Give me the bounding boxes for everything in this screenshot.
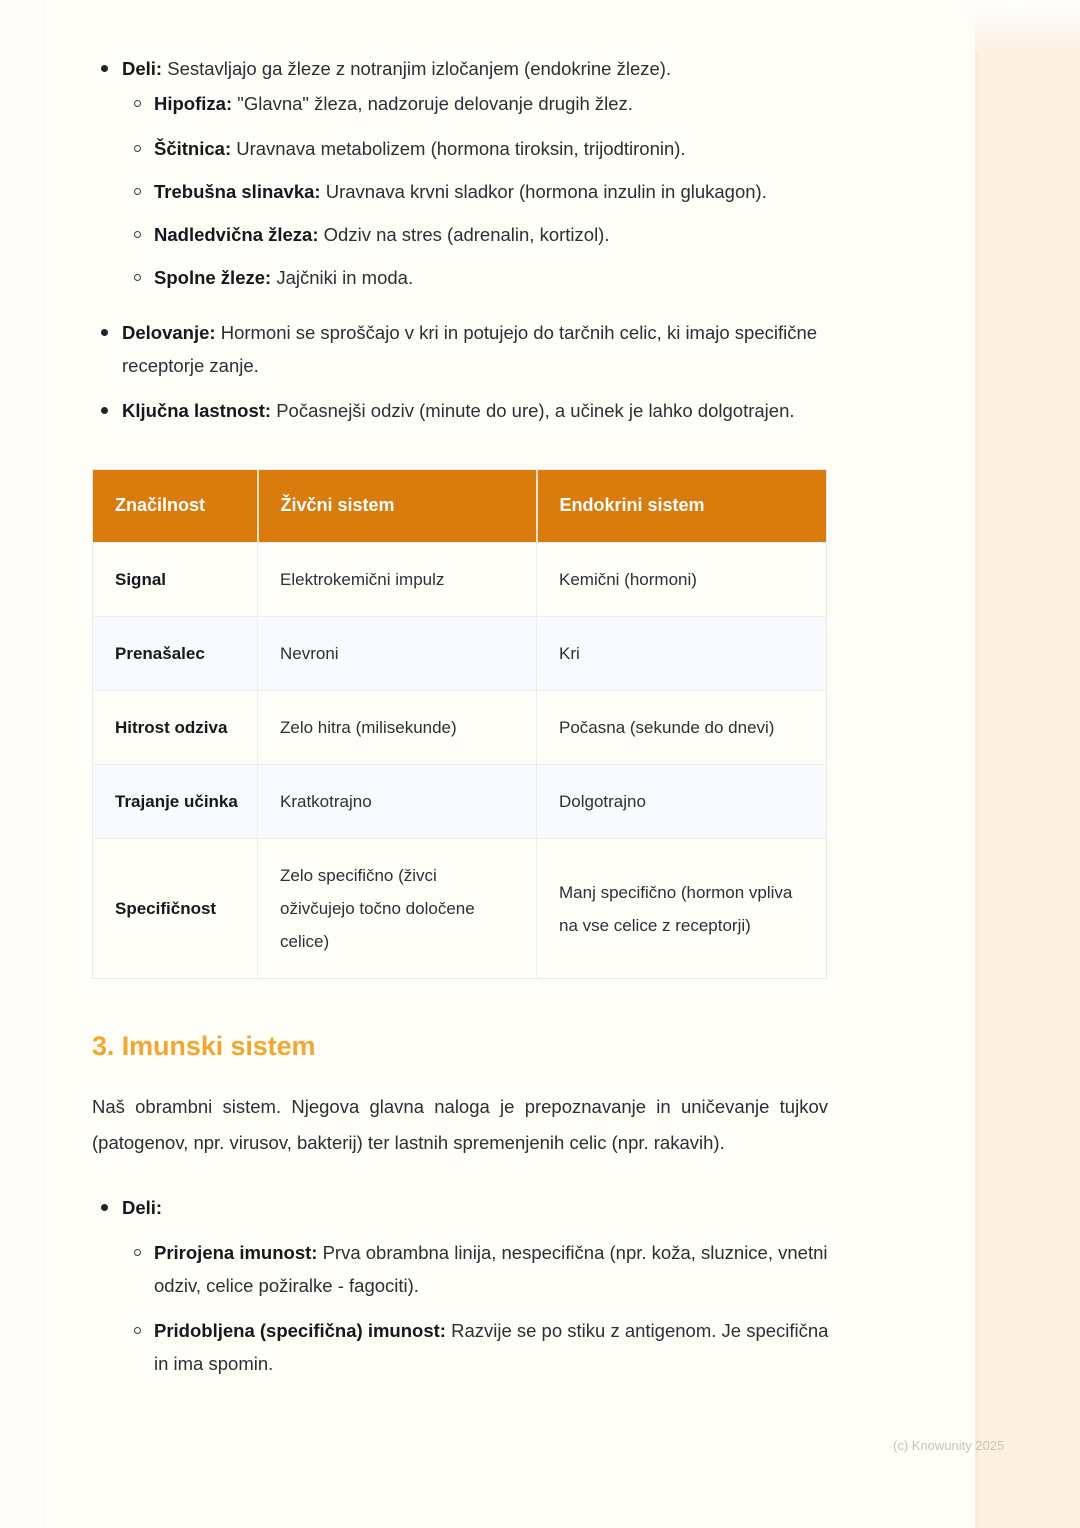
page-side-band-fade — [975, 0, 1080, 50]
list-item — [92, 132, 832, 165]
list-item-text: Uravnava metabolizem (hormona tiroksin, trijodtironin). — [231, 138, 686, 159]
list-item — [92, 175, 832, 208]
section-paragraph: Naš obrambni sistem. Njegova glavna naloga je prepoznavanje in uničevanje tujkov (patogenov, npr. virusov, bakterij) ter lastnih spremenjenih celic (npr. rakavih). — [92, 1096, 828, 1153]
cell-feature: Signal — [93, 543, 258, 617]
table-row — [93, 839, 827, 979]
bullet-ring-icon — [134, 188, 141, 195]
cell-feature: Prenašalec — [93, 617, 258, 691]
cell-endocrine: Kemični (hormoni) — [537, 543, 827, 617]
bullet-disc-icon — [101, 65, 108, 72]
bullet-disc-icon — [101, 329, 108, 336]
bullet-disc-icon — [101, 407, 108, 414]
list-item-text: Uravnava krvni sladkor (hormona inzulin in glukagon). — [320, 181, 767, 202]
list-item-lead: Trebušna slinavka: — [154, 181, 321, 202]
cell-nervous: Nevroni — [258, 617, 537, 691]
bullet-ring-icon — [134, 1249, 141, 1256]
list-item — [92, 261, 832, 294]
list-item-text: "Glavna" žleza, nadzoruje delovanje drugih žlez. — [232, 93, 633, 114]
list-item — [92, 316, 832, 382]
list-item-lead: Hipofiza: — [154, 93, 233, 114]
list-item — [92, 87, 832, 120]
cell-endocrine: Dolgotrajno — [537, 765, 827, 839]
cell-endocrine: Počasna (sekunde do dnevi) — [537, 691, 827, 765]
list-item — [92, 218, 832, 251]
cell-feature: Trajanje učinka — [93, 765, 258, 839]
cell-endocrine: Manj specifično (hormon vpliva na vse celice z receptorji) — [537, 839, 827, 979]
list-item — [92, 52, 832, 85]
cell-endocrine: Kri — [537, 617, 827, 691]
bullet-ring-icon — [134, 145, 141, 152]
cell-nervous: Kratkotrajno — [258, 765, 537, 839]
list-item — [92, 1236, 832, 1302]
column-header-feature: Značilnost — [93, 470, 258, 543]
table-body — [93, 543, 827, 979]
list-item-lead: Ščitnica: — [154, 138, 232, 159]
page-title: 3. Imunski sistem — [92, 1031, 316, 1061]
cell-nervous: Elektrokemični impulz — [258, 543, 537, 617]
page-side-band — [979, 0, 1080, 1528]
column-header-nervous: Živčni sistem — [258, 470, 537, 543]
document-content — [92, 0, 832, 1390]
table-row — [93, 617, 827, 691]
comparison-table — [92, 469, 827, 979]
bullet-ring-icon — [134, 231, 141, 238]
list-item — [92, 394, 832, 427]
bullet-disc-icon — [101, 1204, 108, 1211]
immune-bullet-list — [92, 1191, 832, 1380]
cell-feature: Specifičnost — [93, 839, 258, 979]
list-item-lead: Spolne žleze: — [154, 267, 272, 288]
list-item-text: Počasnejši odziv (minute do ure), a učinek je lahko dolgotrajen. — [271, 400, 795, 421]
bullet-ring-icon — [134, 1327, 141, 1334]
list-item-lead: Prirojena imunost: — [154, 1242, 318, 1263]
table-row — [93, 543, 827, 617]
list-item-text: Odziv na stres (adrenalin, kortizol). — [318, 224, 610, 245]
cell-nervous: Zelo hitra (milisekunde) — [258, 691, 537, 765]
list-item-text: Razvije se po stiku z antigenom. Je specifična in ima spomin. — [154, 1320, 829, 1374]
watermark: (c) Knowunity 2025 — [893, 1438, 1005, 1453]
list-item — [92, 1191, 832, 1224]
list-item-lead: Deli: — [122, 1197, 163, 1218]
list-item-text: Sestavljajo ga žleze z notranjim izločanjem (endokrine žleze). — [162, 58, 672, 79]
bullet-ring-icon — [134, 274, 141, 281]
column-header-endocrine: Endokrini sistem — [537, 470, 827, 543]
cell-feature: Hitrost odziva — [93, 691, 258, 765]
list-item-lead: Pridobljena (specifična) imunost: — [154, 1320, 446, 1341]
list-item-text: Hormoni se sproščajo v kri in potujejo do tarčnih celic, ki imajo specifične receptorje zanje. — [122, 322, 818, 376]
table-row — [93, 765, 827, 839]
list-item-text: Prva obrambna linija, nespecifična (npr. koža, sluznice, vnetni odziv, celice požiralke - fagociti). — [154, 1242, 828, 1296]
list-item-lead: Ključna lastnost: — [122, 400, 272, 421]
list-item-text: Jajčniki in moda. — [271, 267, 414, 288]
list-item-lead: Delovanje: — [122, 322, 216, 343]
bullet-ring-icon — [134, 100, 141, 107]
table-row — [93, 691, 827, 765]
list-item — [92, 1314, 832, 1380]
list-item-lead: Deli: — [122, 58, 163, 79]
cell-nervous: Zelo specifično (živci oživčujejo točno določene celice) — [258, 839, 537, 979]
endocrine-bullet-list — [92, 52, 832, 427]
table-head — [93, 470, 827, 543]
table-header-row — [93, 470, 827, 543]
list-item-lead: Nadledvična žleza: — [154, 224, 319, 245]
